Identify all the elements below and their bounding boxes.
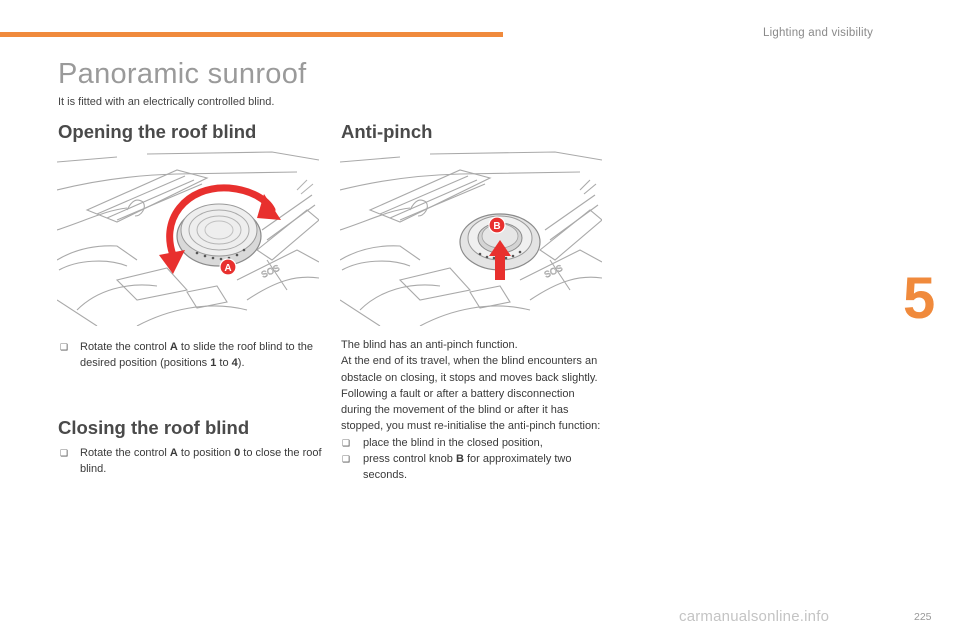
bullet-box-icon: ❑ <box>342 437 351 448</box>
control-a-label: A <box>224 263 232 274</box>
control-b-label: B <box>493 221 501 232</box>
roof-control-a-illustration <box>57 150 319 326</box>
anti-pinch-heading: Anti-pinch <box>341 121 433 142</box>
anti-pinch-text <box>341 337 606 484</box>
page-number: 225 <box>914 611 932 623</box>
bullet-box-icon: ❑ <box>60 342 69 352</box>
control-a-marker <box>220 259 236 275</box>
page-title: Panoramic sunroof <box>58 58 307 90</box>
watermark: carmanualsonline.info <box>679 608 830 625</box>
anti-pinch-step-2: ❑ press control knob B for approximately two seconds. <box>342 453 572 482</box>
bullet-box-icon: ❑ <box>60 448 69 458</box>
opening-heading: Opening the roof blind <box>58 121 257 142</box>
control-b-marker <box>489 217 505 233</box>
chapter-color-bar <box>0 32 503 37</box>
anti-pinch-para-3: Following a fault or after a battery disconnection during the movement of the blind or after it has stopped, you must re-initialise the anti-pinch function: <box>341 387 601 433</box>
anti-pinch-para-1: The blind has an anti-pinch function. <box>341 339 518 351</box>
opening-instruction: ❑ Rotate the control A to slide the roof blind to the desired position (positions 1 to 4). <box>60 341 313 369</box>
svg-text:SOS: SOS <box>259 262 282 280</box>
intro-text: It is fitted with an electrically controlled blind. <box>58 96 275 108</box>
chapter-title: Lighting and visibility <box>763 27 874 39</box>
roof-control-b-illustration <box>340 150 602 326</box>
anti-pinch-para-2: At the end of its travel, when the blind encounters an obstacle on closing, it stops and moves back slightly. <box>341 355 598 384</box>
anti-pinch-step-1: ❑ place the blind in the closed position, <box>341 435 606 451</box>
bullet-box-icon: ❑ <box>342 454 351 465</box>
svg-text:SOS: SOS <box>542 262 565 280</box>
chapter-number: 5 <box>903 266 936 331</box>
closing-instruction: ❑ Rotate the control A to position 0 to close the roof blind. <box>60 447 322 475</box>
closing-heading: Closing the roof blind <box>58 417 250 438</box>
